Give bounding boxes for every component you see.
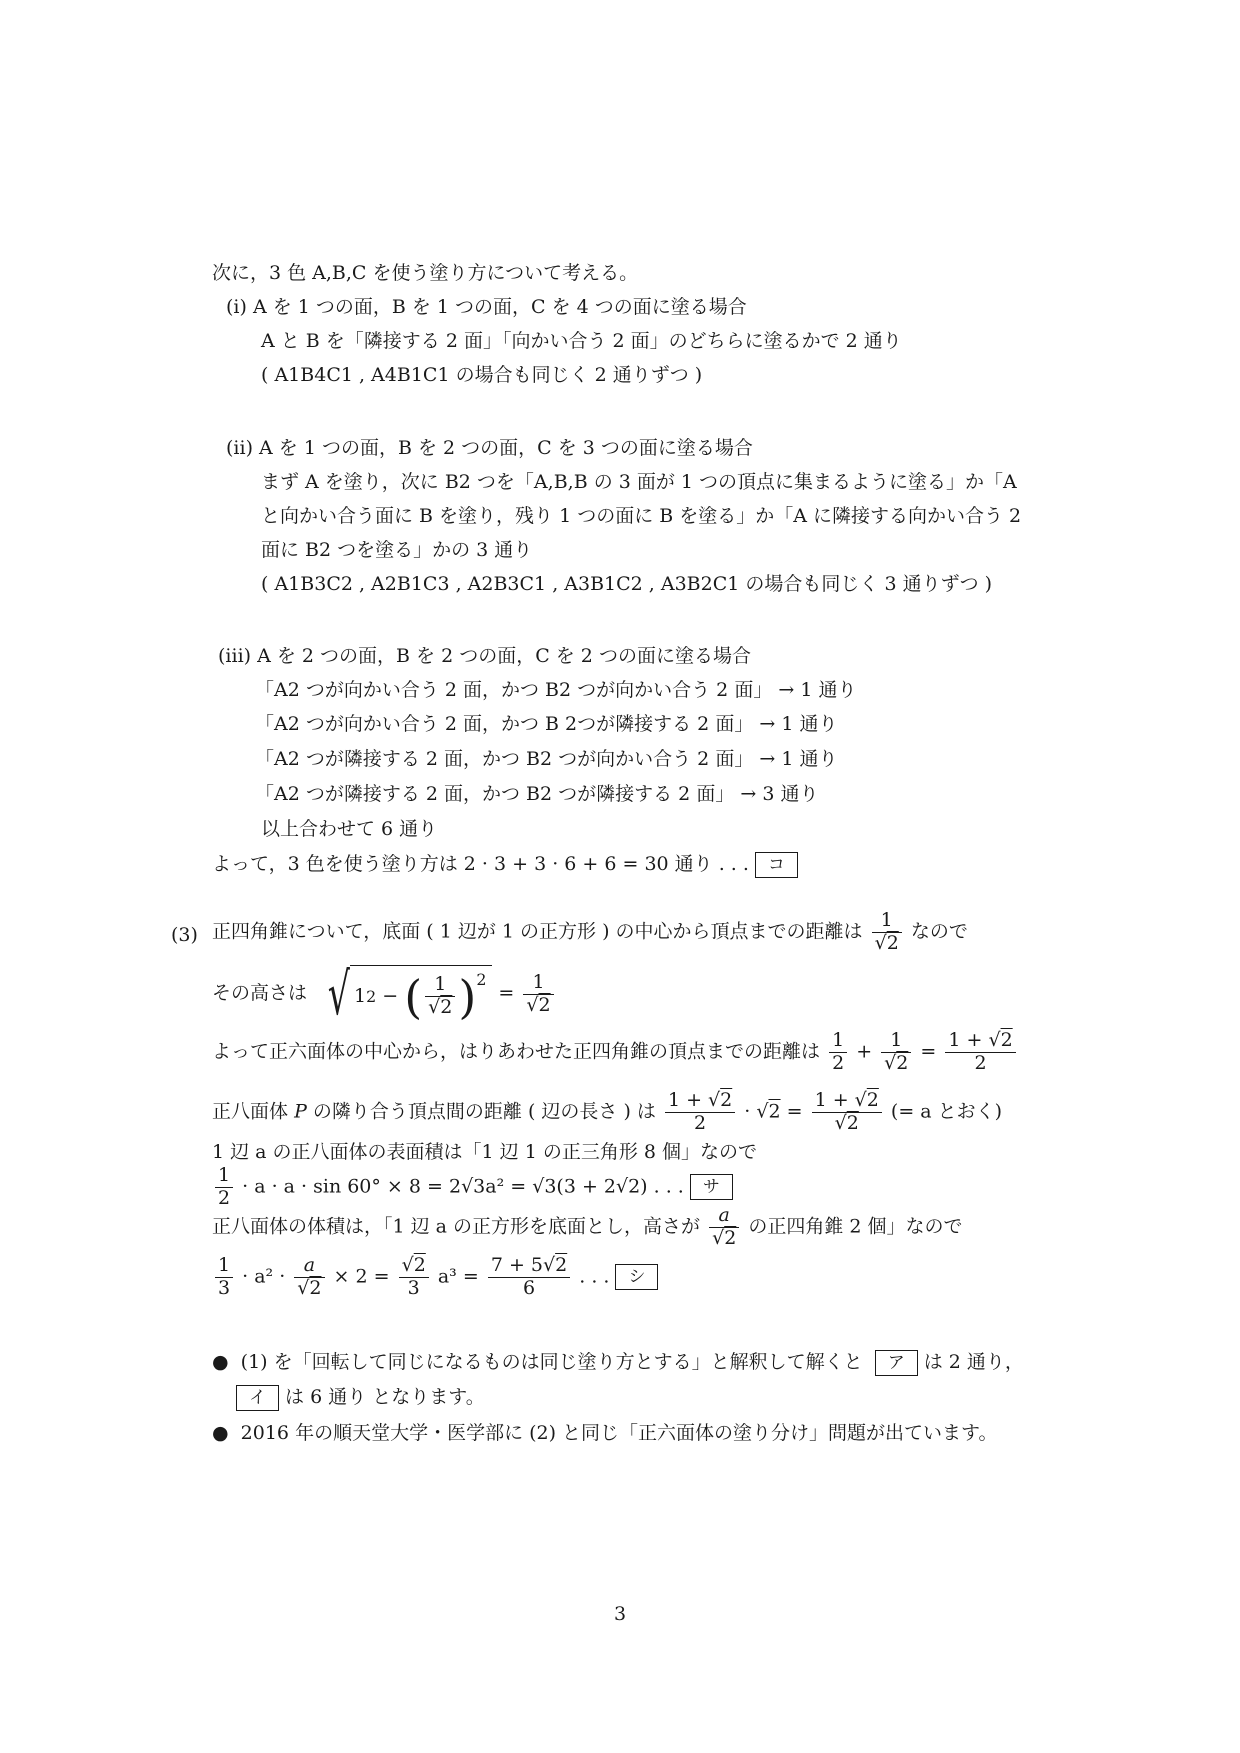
- height-radical: √ 1 2 − ( $\frac{1}{√2}$ ) $^2$: [313, 965, 492, 1023]
- note-1-cont: [236, 1385, 485, 1411]
- case-ii-line-3: 面に B2 つを塗る」かの 3 通り: [261, 539, 533, 561]
- part-3-line-7-text: 正八面体の体積は，「1 辺 a の正方形を底面とし，高さが: [212, 1215, 701, 1238]
- part-3-line-1-suffix: なので: [910, 920, 968, 943]
- note-1-text-2: は 2 通り，: [923, 1351, 1024, 1374]
- frac-one-half-2: $\frac{1}{2}$: [215, 1165, 233, 1210]
- case-iii-line-5: 以上合わせて 6 通り: [261, 818, 438, 840]
- volume-ellipsis: . . .: [579, 1265, 610, 1288]
- frac-one-half: $\frac{1}{2}$: [829, 1030, 847, 1075]
- answer-box-shi: シ: [615, 1264, 658, 1290]
- part-3-line-7: [212, 1205, 963, 1250]
- frac-root2-over-3: $\frac{√2}{3}$: [399, 1255, 429, 1300]
- part-3-line-4-suffix: (= a とおく): [890, 1100, 1003, 1123]
- case-iii-line-2: 「A2 つが向かい合う 2 面，かつ B 2つが隣接する 2 面」 → 1 通り: [255, 713, 838, 735]
- note-1-text-3: は 6 通り となります。: [285, 1386, 485, 1409]
- part-3-line-2: その高さは √ 1 2 − ( $\frac{1}{√2}$ ) $^2$ = $\frac{1}{√2}$: [212, 965, 557, 1023]
- part-3-line-3: よって正六面体の中心から，はりあわせた正四角錐の頂点までの距離は $\frac{1}{2}$ + $\frac{1}{√2}$ = $\frac{1 + √2}{2}$: [212, 1030, 1019, 1075]
- bullet-icon: ●: [212, 1351, 235, 1374]
- frac-one-over-root2: $\frac{1}{√2}$: [881, 1030, 911, 1075]
- part-3-line-1-text: 正四角錐について，底面 ( 1 辺が 1 の正方形 ) の中心から頂点までの距離は: [212, 920, 863, 943]
- frac-volume-result: $\frac{7 + 5√2}{6}$: [488, 1255, 570, 1300]
- case-iii-heading: (iii) A を 2 つの面，B を 2 つの面，C を 2 つの面に塗る場合: [218, 645, 751, 667]
- part-3-line-4-text: 正八面体: [212, 1100, 289, 1123]
- answer-box-a: ア: [875, 1350, 918, 1376]
- case-iii-line-3: 「A2 つが隣接する 2 面，かつ B2 つが向かい合う 2 面」 → 1 通り: [255, 748, 838, 770]
- frac-one-third: $\frac{1}{3}$: [215, 1255, 233, 1300]
- case-iii-line-1: 「A2 つが向かい合う 2 面，かつ B2 つが向かい合う 2 面」 → 1 通り: [255, 679, 857, 701]
- note-1-text: (1) を「回転して同じになるものは同じ塗り方とする」と解釈して解くと: [240, 1351, 863, 1374]
- result-text: よって，3 色を使う塗り方は 2 · 3 + 3 · 6 + 6 = 30 通り . . .: [212, 853, 749, 876]
- case-i-line-2: ( A1B4C1 , A4B1C1 の場合も同じく 2 通りずつ ): [261, 364, 703, 386]
- octahedron-symbol: P: [294, 1100, 307, 1123]
- height-result: $\frac{1}{√2}$: [523, 972, 553, 1017]
- part-3-line-3-text: よって正六面体の中心から，はりあわせた正四角錐の頂点までの距離は: [212, 1040, 821, 1063]
- frac-edge-1: $\frac{1 + √2}{2}$: [665, 1090, 735, 1135]
- case-ii-line-4: ( A1B3C2 , A2B1C3 , A2B3C1 , A3B1C2 , A3B2C1 の場合も同じく 3 通りずつ ): [261, 573, 993, 595]
- answer-box-ko: コ: [755, 852, 798, 878]
- fraction-1-over-root2: $\frac{1}{√2}$: [872, 910, 902, 955]
- page-number: 3: [613, 1603, 627, 1625]
- note-2-text: 2016 年の順天堂大学・医学部に (2) と同じ「正六面体の塗り分け」問題が出ています。: [240, 1422, 998, 1444]
- part-3-line-6: [212, 1165, 733, 1210]
- case-iii-line-4: 「A2 つが隣接する 2 面，かつ B2 つが隣接する 2 面」 → 3 通り: [255, 783, 819, 805]
- answer-box-i: イ: [236, 1385, 279, 1411]
- case-ii-heading: (ii) A を 1 つの面，B を 2 つの面，C を 3 つの面に塗る場合: [226, 437, 753, 459]
- result-line: [212, 852, 798, 878]
- part-3-line-4-text-2: の隣り合う頂点間の距離 ( 辺の長さ ) は: [312, 1100, 656, 1123]
- part-3-line-4: 正八面体 P の隣り合う頂点間の距離 ( 辺の長さ ) は $\frac{1 + √2}{2}$ · √2 = $\frac{1 + √2}{√2}$ (= a とおく): [212, 1089, 1003, 1134]
- note-1: [212, 1350, 1024, 1376]
- intro-line: 次に，3 色 A,B,C を使う塗り方について考える。: [212, 262, 639, 284]
- part-3-label: (3): [171, 924, 198, 946]
- volume-expression-1: · a² ·: [242, 1265, 286, 1288]
- case-ii-line-1: まず A を塗り，次に B2 つを「A,B,B の 3 面が 1 つの頂点に集まるように塗る」か「A: [261, 471, 1017, 493]
- note-2: [212, 1422, 998, 1445]
- part-3-line-7-suffix: の正四角錐 2 個」なので: [748, 1215, 963, 1238]
- part-3-line-8: [212, 1255, 658, 1300]
- answer-box-sa: サ: [690, 1174, 733, 1200]
- frac-a-over-root2: $\frac{a}{√2}$: [709, 1205, 739, 1250]
- surface-area-expression: · a · a · sin 60° × 8 = 2√3a² = √3(3 + 2√2) . . .: [242, 1175, 684, 1198]
- bullet-icon: ●: [212, 1422, 235, 1444]
- volume-expression-2: × 2 =: [333, 1265, 390, 1288]
- part-3-line-1: [212, 910, 968, 955]
- case-i-heading: (i) A を 1 つの面，B を 1 つの面，C を 4 つの面に塗る場合: [226, 296, 747, 318]
- volume-expression-3: a³ =: [437, 1265, 479, 1288]
- frac-edge-2: $\frac{1 + √2}{√2}$: [812, 1090, 882, 1135]
- case-i-line-1: A と B を「隣接する 2 面」「向かい合う 2 面」のどちらに塗るかで 2 通り: [261, 330, 902, 352]
- part-3-line-5: 1 辺 a の正八面体の表面積は「1 辺 1 の正三角形 8 個」なので: [212, 1141, 757, 1163]
- part-3-line-2-text: その高さは: [212, 982, 308, 1004]
- case-ii-line-2: と向かい合う面に B を塗り，残り 1 つの面に B を塗る」か「A に隣接する向かい合う 2: [261, 505, 1022, 527]
- frac-distance-result: $\frac{1 + √2}{2}$: [945, 1030, 1015, 1075]
- frac-a-over-root2-2: $\frac{a}{√2}$: [294, 1255, 324, 1300]
